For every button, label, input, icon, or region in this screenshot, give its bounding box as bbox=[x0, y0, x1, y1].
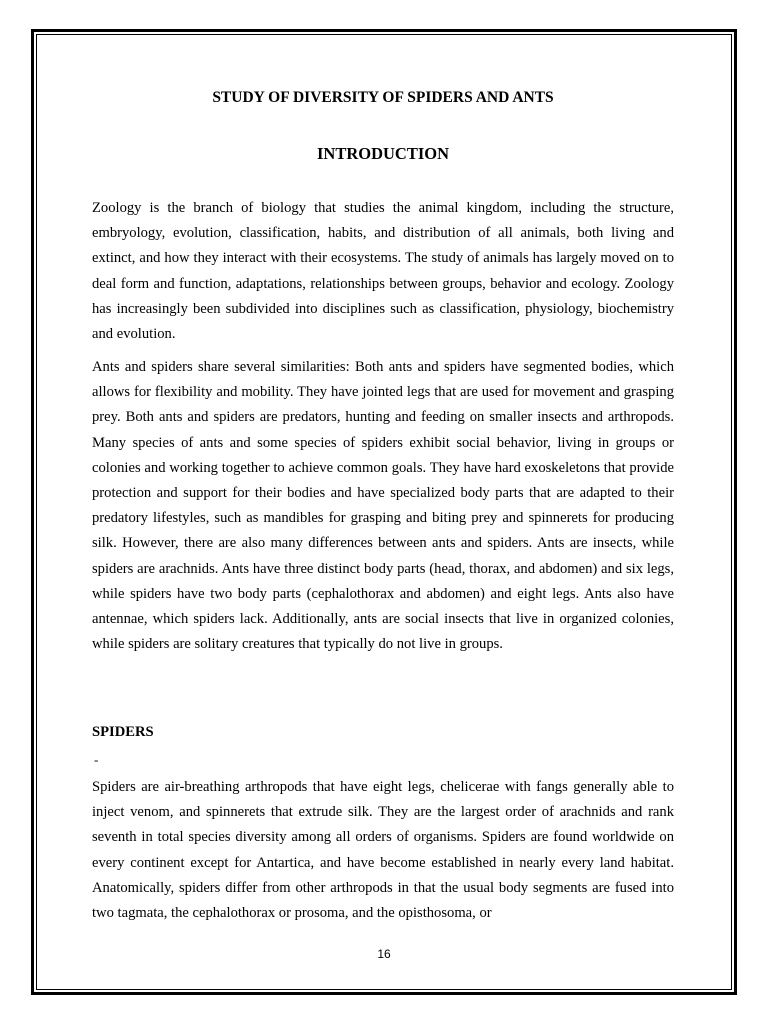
dash-marker: - bbox=[94, 752, 99, 767]
spiders-paragraph: Spiders are air-breathing arthropods that have eight legs, chelicerae with fangs generally able to inject venom, and spinnerets that extrude silk. They are the largest order of arachnids and rank seventh in total species diversity among all orders of organisms. Spiders are found worldwide on every continent except for Antartica, and have become established in nearly every land habitat. Anatomically, spiders differ from other arthropods in that the usual body segments are fused into two tagmata, the cephalothorax or prosoma, and the opisthosoma, or bbox=[92, 779, 674, 922]
document-title: STUDY OF DIVERSITY OF SPIDERS AND ANTS bbox=[212, 89, 554, 106]
intro-paragraph-ants-spiders: Ants and spiders share several similarities: Both ants and spiders have segmented bodies, which allows for flexibility and mobility. They have jointed legs that are used for movement and grasping prey. Both ants and spiders are predators, hunting and feeding on smaller insects and arthropods. Many species of ants and some species of spiders exhibit social behavior, living in groups or colonies and working together to achieve common goals. They have hard exoskeletons that provide protection and support for their bodies and have specialized body parts that are adapted to their predatory lifestyles, such as mandibles for grasping and biting prey and spinnerets for producing silk. However, there are also many differences between ants and spiders. Ants are insects, while spiders are arachnids. Ants have three distinct body parts (head, thorax, and abdomen) and six legs, while spiders have two body parts (cephalothorax and abdomen) and eight legs. Ants also have antennae, which spiders lack. Additionally, ants are social insects that live in organized colonies, while spiders are solitary creatures that typically do not live in groups. bbox=[92, 359, 674, 653]
intro-paragraph-zoology: Zoology is the branch of biology that studies the animal kingdom, including the structure, embryology, evolution, classification, habits, and distribution of all animals, both living and extinct, and how they interact with their ecosystems. The study of animals has largely moved on to deal form and function, adaptations, relationships between groups, behavior and ecology. Zoology has increasingly been subdivided into disciplines such as classification, physiology, biochemistry and evolution. bbox=[92, 200, 674, 343]
section-title-introduction: INTRODUCTION bbox=[316, 144, 450, 163]
section-heading-spiders: SPIDERS bbox=[92, 724, 154, 740]
page-number: 16 bbox=[377, 947, 391, 961]
